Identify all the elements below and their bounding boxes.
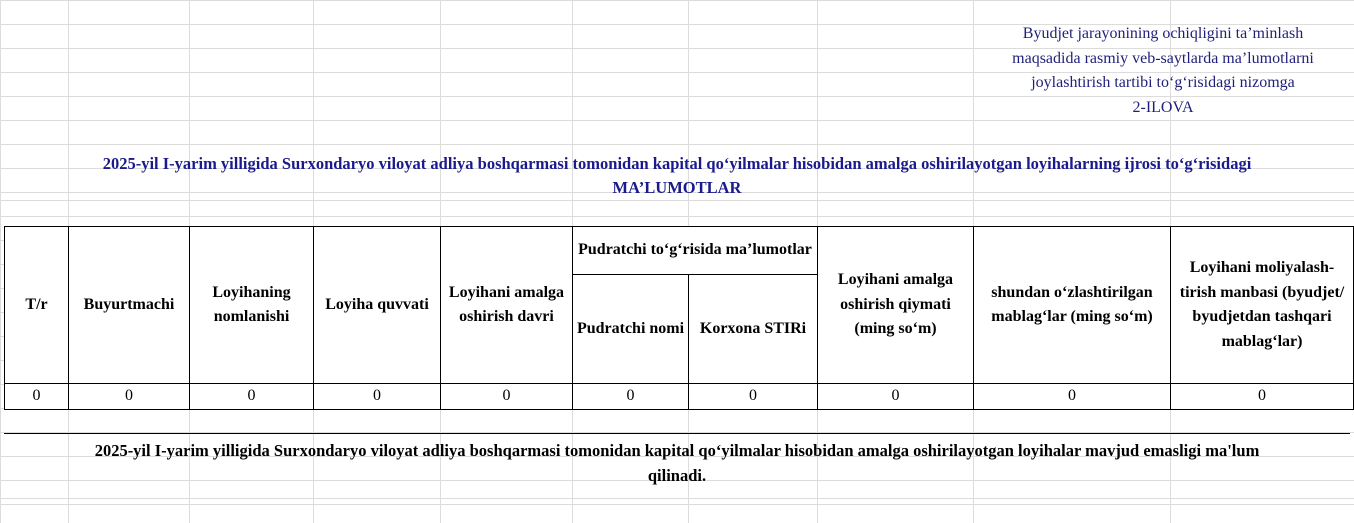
annex-line: maqsadida rasmiy veb-saytlarda ma’lumotlarni: [1012, 49, 1314, 67]
title-line: 2025-yil I-yarim yilligida Surxondaryo viloyat adliya boshqarmasi tomonidan kapital qo‘yilmalar hisobidan amalga oshirilayotgan loyihalarning ijrosi to‘g‘risidagi: [102, 154, 1252, 173]
title-heading: MA’LUMOTLAR: [612, 178, 742, 197]
table-row: [5, 384, 1354, 410]
grid-row-line: [0, 200, 1354, 201]
table-cell[interactable]: 0: [1171, 384, 1354, 410]
table-cell[interactable]: 0: [818, 384, 974, 410]
annex-line: Byudjet jarayonining ochiqligini ta’minlash: [1022, 25, 1304, 42]
table-cell[interactable]: 0: [5, 384, 69, 410]
header-qiymati[interactable]: Loyihani amalga oshirish qiymati (ming so‘m): [818, 227, 974, 384]
header-nomlanishi[interactable]: Loyihaning nomlanishi: [190, 227, 314, 384]
header-korxona-stir[interactable]: Korxona STIRi: [689, 275, 818, 384]
annex-number: 2-ILOVA: [1132, 98, 1194, 116]
header-tr[interactable]: T/r: [5, 227, 69, 384]
footer-line: qilinadi.: [647, 465, 707, 485]
table-cell[interactable]: 0: [69, 384, 190, 410]
header-ozlashtirilgan[interactable]: shundan o‘zlashtirilgan mablag‘lar (ming so‘m): [974, 227, 1171, 384]
grid-row-line: [0, 120, 1354, 121]
document-title: [0, 152, 1354, 200]
table-cell[interactable]: 0: [190, 384, 314, 410]
table-cell[interactable]: 0: [314, 384, 441, 410]
footer-line: 2025-yil I-yarim yilligida Surxondaryo viloyat adliya boshqarmasi tomonidan kapital qo‘yilmalar hisobidan amalga oshirilayotgan loyihalar mavjud emasligi ma'lum: [94, 441, 1260, 460]
footer-note: [0, 439, 1354, 488]
header-quvvati[interactable]: Loyiha quvvati: [314, 227, 441, 384]
table-cell[interactable]: 0: [441, 384, 573, 410]
header-davri[interactable]: Loyihani amalga oshirish davri: [441, 227, 573, 384]
grid-row-line: [0, 498, 1354, 499]
projects-table: [4, 226, 1354, 410]
header-pudratchi-group[interactable]: Pudratchi to‘g‘risida ma’lumotlar: [573, 227, 818, 275]
table-cell[interactable]: 0: [974, 384, 1171, 410]
annex-line: joylashtirish tartibi to‘g‘risidagi nizomga: [1031, 74, 1295, 91]
header-manbasi[interactable]: Loyihani moliyalash-tirish manbasi (byudjet/ byudjetdan tashqari mablag‘lar): [1171, 227, 1354, 384]
header-pudratchi-nomi[interactable]: Pudratchi nomi: [573, 275, 689, 384]
annex-note: [975, 22, 1351, 120]
footer-divider: [4, 433, 1350, 434]
table-cell[interactable]: 0: [689, 384, 818, 410]
table-cell[interactable]: 0: [573, 384, 689, 410]
header-buyurtmachi[interactable]: Buyurtmachi: [69, 227, 190, 384]
